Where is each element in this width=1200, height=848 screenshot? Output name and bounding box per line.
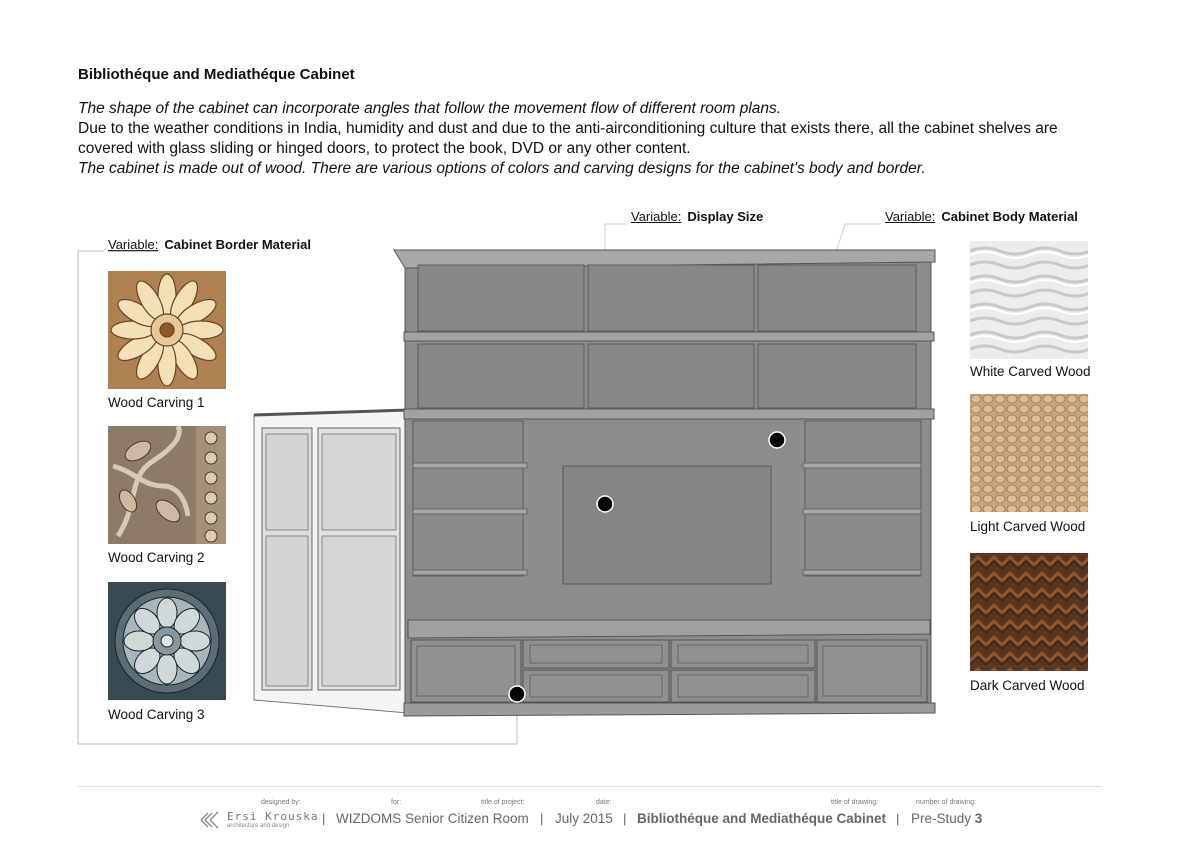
description-line-1: The shape of the cabinet can incorporate angles that follow the movement flow of different room plans. <box>78 100 782 117</box>
for-label: for: <box>391 799 402 806</box>
display-size-marker <box>597 496 613 512</box>
description-line-2: Due to the weather conditions in India, humidity and dust and due to the anti-airconditioning culture that exists there, all the cabinet shelves are <box>78 120 1058 137</box>
wood-carving-1-caption: Wood Carving 1 <box>108 395 205 410</box>
light-carved-wood-caption: Light Carved Wood <box>970 519 1086 534</box>
variable-prefix: Variable: <box>631 209 682 224</box>
drawing-number-label: number of drawing: <box>916 799 976 806</box>
white-carved-wood-swatch <box>970 241 1088 359</box>
border-material-marker <box>509 686 525 702</box>
dark-carved-wood-swatch <box>970 553 1088 671</box>
drawing-number <box>911 811 982 826</box>
wood-carving-3-swatch <box>108 582 226 700</box>
page-title: Bibliothéque and Mediathéque Cabinet <box>78 66 355 83</box>
cabinet-illustration <box>250 245 940 720</box>
date-label: date: <box>596 799 612 806</box>
variable-name: Cabinet Border Material <box>164 237 311 252</box>
variable-name: Display Size <box>687 209 764 224</box>
designer-logo-icon <box>199 810 221 830</box>
white-carved-wood-caption: White Carved Wood <box>970 364 1091 379</box>
variable-prefix: Variable: <box>108 237 159 252</box>
designer-subtitle: architecture and design <box>227 823 290 829</box>
drawing-number-value: 3 <box>974 811 983 826</box>
dark-carved-wood-caption: Dark Carved Wood <box>970 678 1085 693</box>
project-label: title of project: <box>481 799 525 806</box>
drawing-title: Bibliothéque and Mediathéque Cabinet <box>637 811 887 826</box>
designer-name: Ersi Krouska <box>227 810 319 823</box>
footer-divider <box>78 786 1102 787</box>
main-cabinet-body <box>394 250 935 716</box>
wood-carving-2-caption: Wood Carving 2 <box>108 550 205 565</box>
project-name: WIZDOMS Senior Citizen Room <box>336 811 529 826</box>
glass-vitrine <box>254 410 408 713</box>
separator: | <box>540 811 544 826</box>
body-material-marker <box>769 432 785 448</box>
separator: | <box>623 811 627 826</box>
light-carved-wood-swatch <box>970 394 1088 512</box>
variable-name: Cabinet Body Material <box>941 209 1078 224</box>
project-date: July 2015 <box>555 811 613 826</box>
description-line-3: covered with glass sliding or hinged doors, to protect the book, DVD or any other content. <box>78 140 691 157</box>
variable-prefix: Variable: <box>885 209 936 224</box>
wood-carving-3-caption: Wood Carving 3 <box>108 707 205 722</box>
designed-by-label: designed by: <box>261 799 301 806</box>
drawing-number-prefix: Pre-Study <box>911 811 972 826</box>
drawing-title-label: title of drawing: <box>831 799 879 806</box>
description-line-4: The cabinet is made out of wood. There are various options of colors and carving designs for the cabinet's body and border. <box>78 160 926 177</box>
wood-carving-1-swatch <box>108 271 226 389</box>
wood-carving-2-swatch <box>108 426 226 544</box>
separator: | <box>322 811 326 826</box>
separator: | <box>896 811 900 826</box>
